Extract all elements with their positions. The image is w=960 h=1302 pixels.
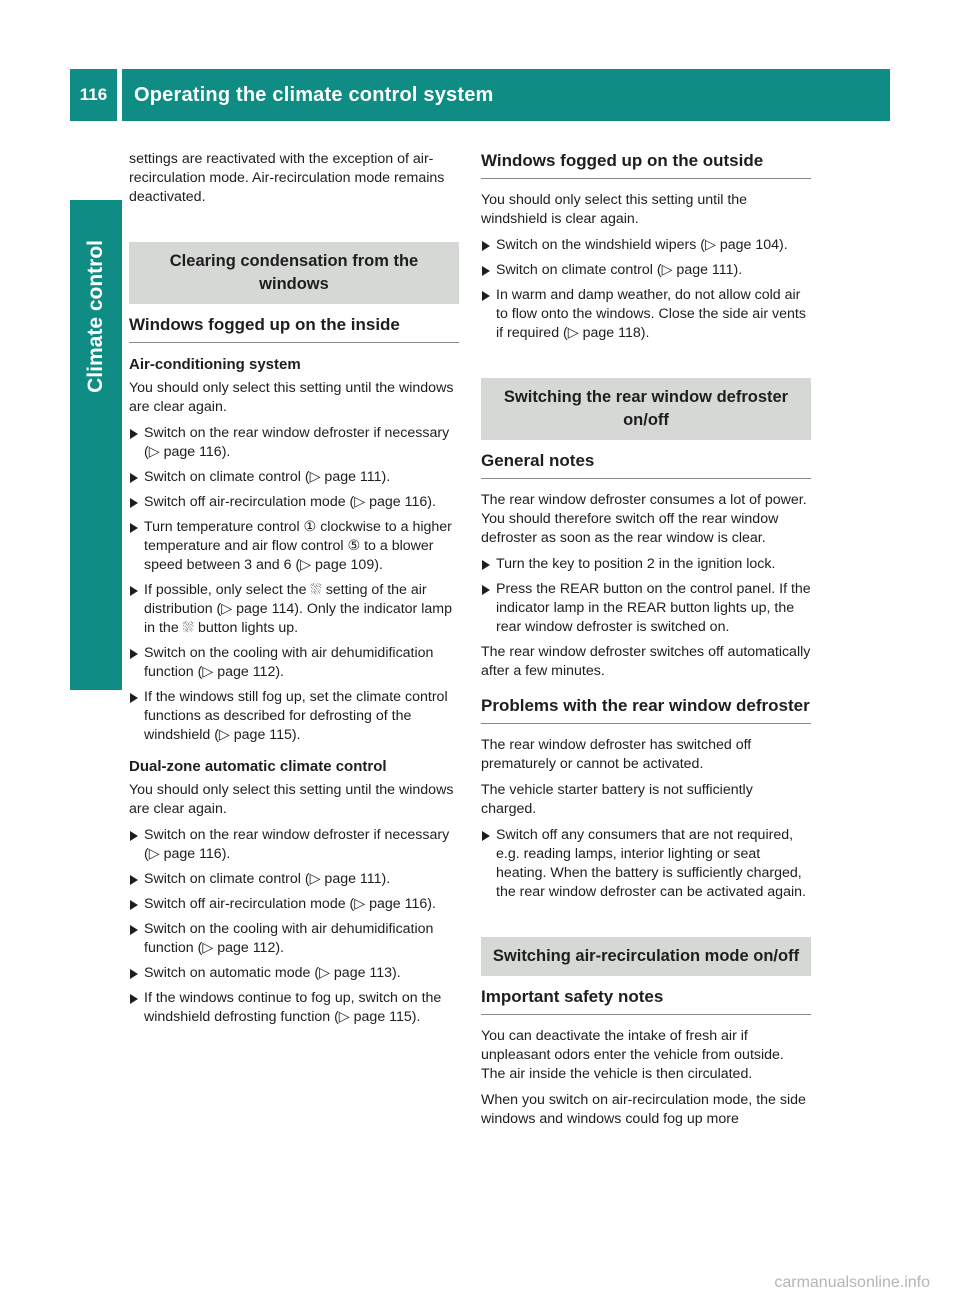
list-item: Switch off any consumers that are not required, e.g. reading lamps, interior lighting or seat heating. When the battery is sufficiently charged, the rear window defroster can be activated again. [481, 826, 811, 902]
list-item: If the windows continue to fog up, switch on the windshield defrosting function (▷ page 115). [129, 989, 459, 1027]
list-item: Turn the key to position 2 in the ignition lock. [481, 555, 811, 574]
paragraph-problems-1: The rear window defroster has switched off prematurely or cannot be activated. [481, 737, 752, 772]
list-item: Switch on the rear window defroster if necessary (▷ page 116). [129, 826, 459, 864]
list-item: Switch on automatic mode (▷ page 113). [129, 964, 459, 983]
left-column [129, 150, 459, 1033]
heading-inside: Windows fogged up on the inside [129, 314, 459, 343]
watermark: carmanualsonline.info [774, 1274, 930, 1291]
heading-problems: Problems with the rear window defroster [481, 695, 811, 724]
list-ac [129, 424, 459, 745]
heading-safety-notes: Important safety notes [481, 986, 811, 1015]
list-item: Switch on the windshield wipers (▷ page 104). [481, 236, 811, 255]
right-column [481, 150, 811, 1136]
paragraph-ac: You should only select this setting until the windows are clear again. [129, 380, 454, 415]
paragraph-dual-zone: You should only select this setting until the windows are clear again. [129, 782, 454, 817]
list-item: If the windows still fog up, set the climate control functions as described for defrosting of the windshield (▷ page 115). [129, 688, 459, 745]
list-item: Switch off air-recirculation mode (▷ page 116). [129, 493, 459, 512]
subheading-ac: Air-conditioning system [129, 356, 301, 373]
paragraph-problems-2: The vehicle starter battery is not sufficiently charged. [481, 782, 753, 817]
list-item: In warm and damp weather, do not allow cold air to flow onto the windows. Close the side air vents if required (▷ page 118). [481, 286, 811, 343]
paragraph-rear: The rear window defroster consumes a lot of power. You should therefore switch off the rear window defroster as soon as the rear window is clear. [481, 492, 807, 546]
list-item: Switch on the cooling with air dehumidification function (▷ page 112). [129, 920, 459, 958]
list-item: Press the REAR button on the control panel. If the indicator lamp in the REAR button lights up, the rear window defroster is switched on. [481, 580, 811, 637]
chapter-label: Climate control [84, 240, 107, 393]
intro-paragraph: settings are reactivated with the exception of air-recirculation mode. Air-recirculation mode remains deactivated. [129, 151, 445, 205]
list-item: Switch on climate control (▷ page 111). [481, 261, 811, 280]
paragraph-recirc-2: When you switch on air-recirculation mode, the side windows and windows could fog up more [481, 1092, 806, 1127]
page-title: Operating the climate control system [134, 83, 494, 106]
section-title-recirculation: Switching air-recirculation mode on/off [481, 937, 811, 976]
list-item: Switch on the cooling with air dehumidification function (▷ page 112). [129, 644, 459, 682]
list-rear [481, 555, 811, 637]
page-number: 116 [70, 69, 122, 121]
list-dual-zone [129, 826, 459, 1027]
subheading-dual-zone: Dual-zone automatic climate control [129, 758, 387, 775]
list-item: Switch on climate control (▷ page 111). [129, 870, 459, 889]
section-title-condensation: Clearing condensation from the windows [129, 242, 459, 304]
list-problems [481, 826, 811, 902]
chapter-side-tab [70, 200, 122, 690]
list-item: Switch on the rear window defroster if necessary (▷ page 116). [129, 424, 459, 462]
list-item: Switch on climate control (▷ page 111). [129, 468, 459, 487]
paragraph-outside: You should only select this setting until the windshield is clear again. [481, 192, 748, 227]
list-item: Switch off air-recirculation mode (▷ page 116). [129, 895, 459, 914]
heading-general-notes: General notes [481, 450, 811, 479]
list-item: If possible, only select the ⛆ setting of the air distribution (▷ page 114). Only the indicator lamp in the ⛆ button lights up. [129, 581, 459, 638]
paragraph-rear-after: The rear window defroster switches off automatically after a few minutes. [481, 644, 811, 679]
page-header [70, 69, 890, 121]
list-outside [481, 236, 811, 343]
list-item: Turn temperature control ① clockwise to a higher temperature and air flow control ⑤ to a blower speed between 3 and 6 (▷ page 109). [129, 518, 459, 575]
section-title-rear-defroster: Switching the rear window defroster on/off [481, 378, 811, 440]
heading-outside: Windows fogged up on the outside [481, 150, 811, 179]
paragraph-recirc-1: You can deactivate the intake of fresh air if unpleasant odors enter the vehicle from outside. The air inside the vehicle is then circulated. [481, 1028, 784, 1082]
